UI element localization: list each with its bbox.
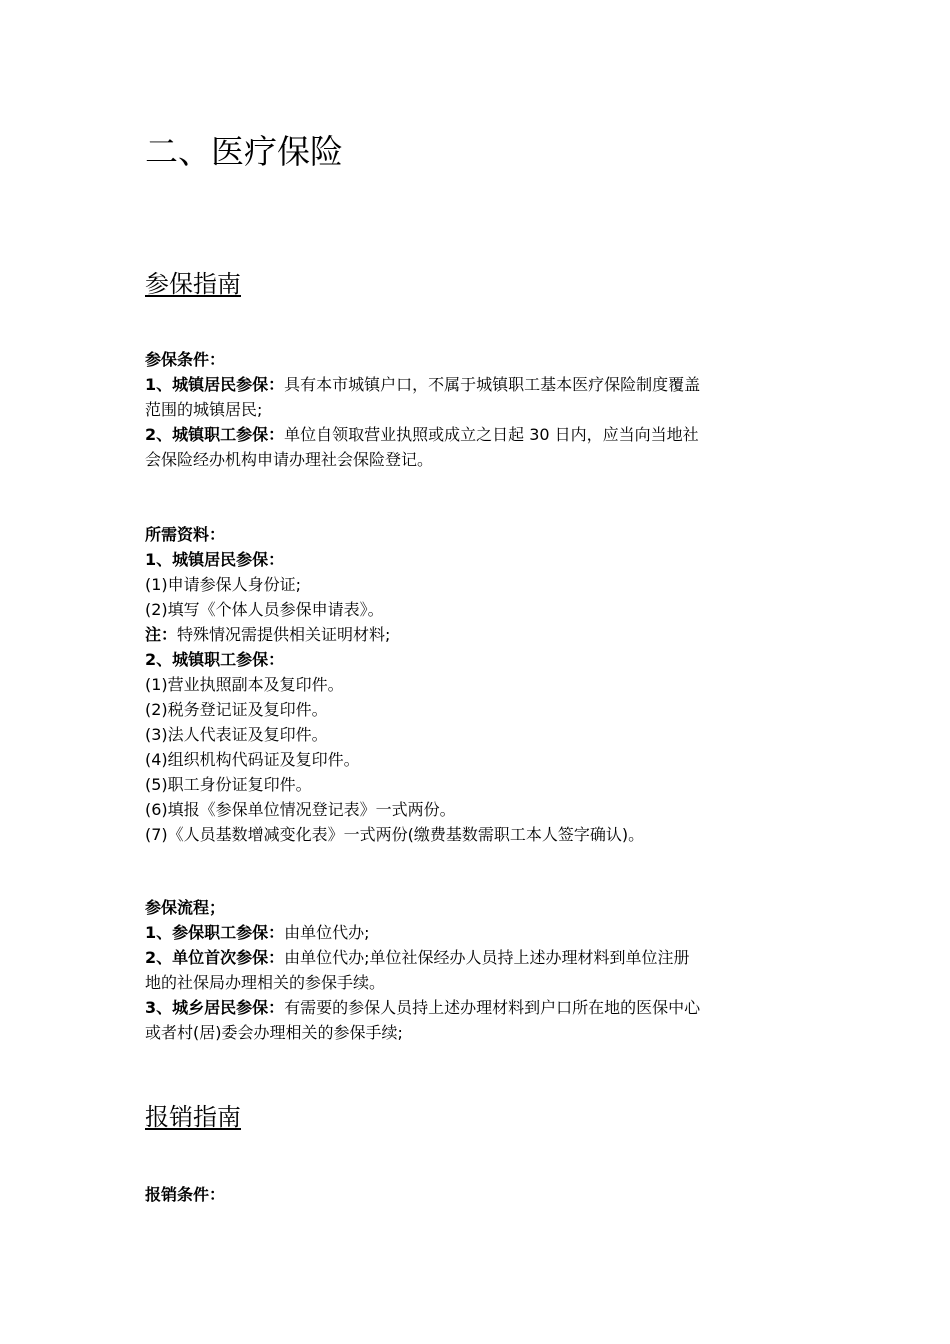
- process-item: [145, 995, 810, 1020]
- section-heading-enroll-guide: 参保指南: [145, 270, 241, 298]
- condition-item: [145, 372, 810, 397]
- materials-list-item: (1)申请参保人身份证;: [145, 575, 302, 594]
- materials-list-item: (4)组织机构代码证及复印件。: [145, 750, 360, 769]
- process-text-continued: 地的社保局办理相关的参保手续。: [145, 973, 386, 992]
- page-title: 二、医疗保险: [145, 132, 343, 171]
- enroll-conditions-label: 参保条件：: [145, 350, 226, 369]
- section-heading-claim-guide: 报销指南: [145, 1103, 241, 1131]
- process-lead: 2、单位首次参保：: [145, 948, 285, 967]
- materials-list-item: (6)填报《参保单位情况登记表》一式两份。: [145, 800, 456, 819]
- enroll-process: [145, 895, 810, 1045]
- process-text: 由单位代办;单位社保经办人员持上述办理材料到单位注册: [284, 948, 690, 967]
- condition-text: 具有本市城镇户口，不属于城镇职工基本医疗保险制度覆盖: [284, 375, 701, 394]
- materials-list-item: (7)《人员基数增减变化表》一式两份(缴费基数需职工本人签字确认)。: [145, 825, 645, 844]
- materials-label: 所需资料：: [145, 525, 226, 544]
- condition-lead: 2、城镇职工参保：: [145, 425, 285, 444]
- process-item: [145, 920, 810, 945]
- note-lead: 注：: [145, 625, 178, 644]
- process-item: [145, 945, 810, 970]
- claim-conditions: [145, 1182, 810, 1207]
- process-text-continued: 或者村(居)委会办理相关的参保手续;: [145, 1023, 403, 1042]
- condition-text: 单位自领取营业执照或成立之日起 30 日内，应当向当地社: [284, 425, 699, 444]
- note-text: 特殊情况需提供相关证明材料;: [177, 625, 391, 644]
- process-text: 有需要的参保人员持上述办理材料到户口所在地的医保中心: [284, 998, 701, 1017]
- condition-item: [145, 422, 810, 447]
- condition-text-continued: 范围的城镇居民;: [145, 400, 263, 419]
- materials-worker-lead: 2、城镇职工参保：: [145, 650, 285, 669]
- materials-list-item: (2)税务登记证及复印件。: [145, 700, 328, 719]
- process-lead: 1、参保职工参保：: [145, 923, 285, 942]
- materials-list-item: (2)填写《个体人员参保申请表》。: [145, 600, 384, 619]
- materials-list-item: (1)营业执照副本及复印件。: [145, 675, 344, 694]
- process-lead: 3、城乡居民参保：: [145, 998, 285, 1017]
- process-label: 参保流程；: [145, 898, 226, 917]
- materials-list-item: (3)法人代表证及复印件。: [145, 725, 328, 744]
- process-text: 由单位代办;: [284, 923, 370, 942]
- condition-text-continued: 会保险经办机构申请办理社会保险登记。: [145, 450, 434, 469]
- materials-note: [145, 622, 810, 647]
- enroll-materials: [145, 522, 810, 847]
- materials-resident-lead: 1、城镇居民参保：: [145, 550, 285, 569]
- condition-lead: 1、城镇居民参保：: [145, 375, 285, 394]
- enroll-conditions: [145, 347, 810, 472]
- claim-conditions-label: 报销条件：: [145, 1185, 226, 1204]
- materials-list-item: (5)职工身份证复印件。: [145, 775, 312, 794]
